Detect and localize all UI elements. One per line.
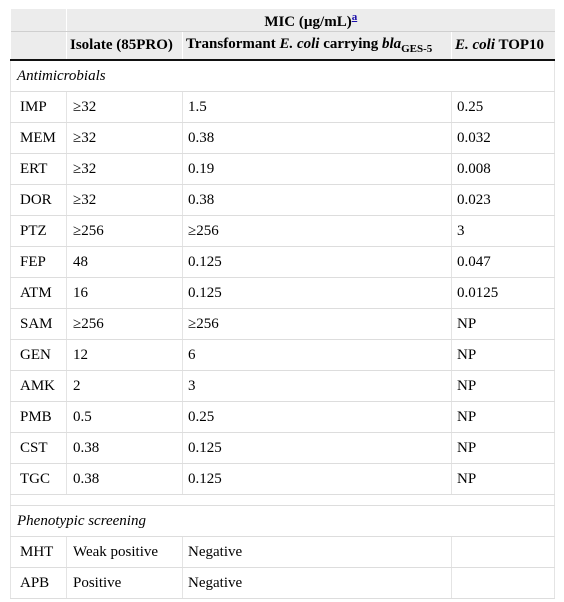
cell-transformant: 0.38: [183, 123, 452, 154]
cell-isolate: ≥32: [67, 154, 183, 185]
table-row: [11, 537, 555, 568]
cell-control: 0.047: [452, 247, 555, 278]
cell-transformant: Negative: [183, 568, 452, 599]
section-row-antimicrobials: [11, 60, 555, 92]
footnote-link[interactable]: a: [351, 11, 358, 23]
cell-transformant: 0.38: [183, 185, 452, 216]
table-row: [11, 154, 555, 185]
cell-isolate: 12: [67, 340, 183, 371]
cell-isolate: ≥32: [67, 185, 183, 216]
cell-name: APB: [11, 568, 67, 599]
header-control: E. coli TOP10: [452, 32, 555, 61]
cell-control: [452, 568, 555, 599]
cell-isolate: 16: [67, 278, 183, 309]
cell-transformant: 0.125: [183, 278, 452, 309]
header-transformant: Transformant E. coli carrying bla$_{GES-5}$: [183, 32, 452, 61]
cell-name: TGC: [11, 464, 67, 495]
cell-name: ATM: [11, 278, 67, 309]
cell-isolate: ≥256: [67, 216, 183, 247]
cell-name: MHT: [11, 537, 67, 568]
table-row: [11, 278, 555, 309]
cell-name: AMK: [11, 371, 67, 402]
table-row: [11, 309, 555, 340]
cell-isolate: Positive: [67, 568, 183, 599]
cell-control: NP: [452, 433, 555, 464]
cell-transformant: 0.25: [183, 402, 452, 433]
table-row: [11, 185, 555, 216]
table-row: [11, 402, 555, 433]
cell-control: 0.0125: [452, 278, 555, 309]
cell-name: DOR: [11, 185, 67, 216]
cell-isolate: 2: [67, 371, 183, 402]
table-body: [11, 60, 555, 599]
cell-transformant: ≥256: [183, 216, 452, 247]
header-corner-cell: [11, 9, 67, 32]
cell-transformant: 6: [183, 340, 452, 371]
table-row: [11, 371, 555, 402]
header-drug-blank: [11, 32, 67, 61]
cell-isolate: 0.38: [67, 433, 183, 464]
table-row: [11, 123, 555, 154]
table-row: [11, 464, 555, 495]
cell-name: MEM: [11, 123, 67, 154]
mic-table-container: [10, 9, 554, 599]
table-row: [11, 216, 555, 247]
cell-transformant: 0.125: [183, 464, 452, 495]
cell-transformant: ≥256: [183, 309, 452, 340]
cell-name: ERT: [11, 154, 67, 185]
cell-name: PMB: [11, 402, 67, 433]
cell-isolate: ≥32: [67, 92, 183, 123]
cell-transformant: 1.5: [183, 92, 452, 123]
cell-isolate: 0.38: [67, 464, 183, 495]
cell-control: NP: [452, 371, 555, 402]
cell-isolate: 48: [67, 247, 183, 278]
cell-isolate: 0.5: [67, 402, 183, 433]
cell-control: NP: [452, 309, 555, 340]
table-row: [11, 92, 555, 123]
cell-control: NP: [452, 340, 555, 371]
table-row: [11, 433, 555, 464]
cell-name: IMP: [11, 92, 67, 123]
table-header: [11, 9, 555, 60]
header-isolate: Isolate (85PRO): [67, 32, 183, 61]
cell-name: GEN: [11, 340, 67, 371]
mic-table: [10, 9, 555, 599]
section-row-phenotypic: [11, 506, 555, 537]
table-row: [11, 247, 555, 278]
cell-name: FEP: [11, 247, 67, 278]
cell-transformant: 3: [183, 371, 452, 402]
cell-control: 0.25: [452, 92, 555, 123]
cell-control: NP: [452, 464, 555, 495]
table-row: [11, 340, 555, 371]
cell-isolate: ≥32: [67, 123, 183, 154]
cell-name: PTZ: [11, 216, 67, 247]
cell-name: SAM: [11, 309, 67, 340]
cell-control: 3: [452, 216, 555, 247]
cell-transformant: 0.125: [183, 247, 452, 278]
cell-control: NP: [452, 402, 555, 433]
cell-isolate: Weak positive: [67, 537, 183, 568]
spacer-cell: [11, 495, 555, 506]
cell-transformant: 0.19: [183, 154, 452, 185]
cell-control: 0.032: [452, 123, 555, 154]
cell-transformant: Negative: [183, 537, 452, 568]
spacer-row: [11, 495, 555, 506]
cell-control: [452, 537, 555, 568]
cell-control: 0.008: [452, 154, 555, 185]
section-label: Phenotypic screening: [11, 506, 555, 537]
cell-transformant: 0.125: [183, 433, 452, 464]
cell-control: 0.023: [452, 185, 555, 216]
section-label: Antimicrobials: [11, 60, 555, 92]
cell-isolate: ≥256: [67, 309, 183, 340]
cell-name: CST: [11, 433, 67, 464]
table-row: [11, 568, 555, 599]
header-group-title: MIC (µg/mL)$^a$: [67, 9, 555, 32]
